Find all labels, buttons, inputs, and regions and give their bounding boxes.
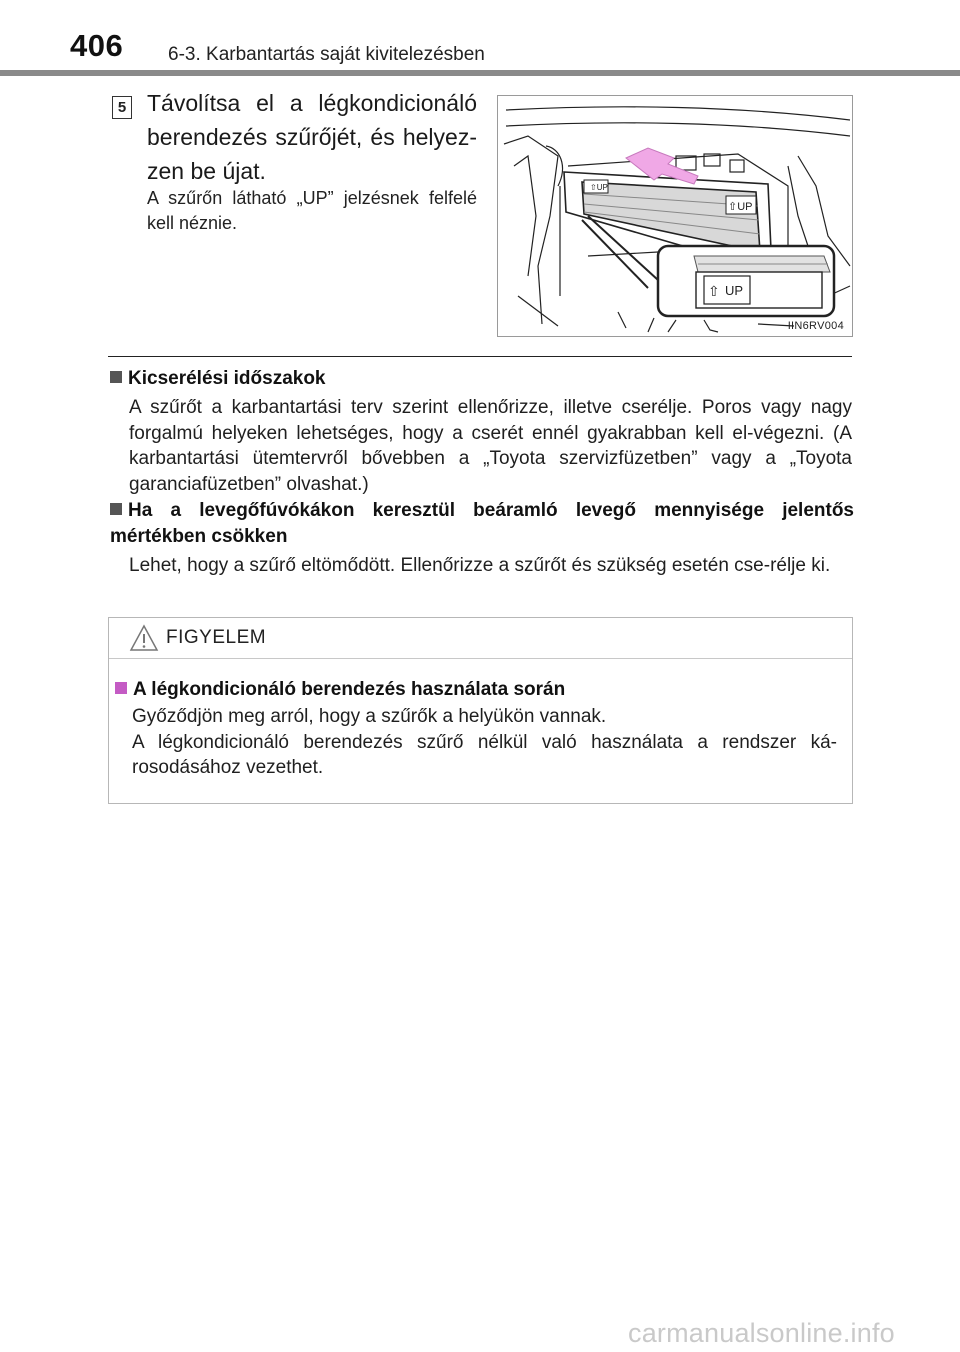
filter-illustration xyxy=(497,95,853,337)
header-rule xyxy=(0,70,960,76)
warning-line: Győződjön meg arról, hogy a szűrők a helyükön vannak. xyxy=(132,706,607,727)
warning-triangle-icon xyxy=(129,624,159,652)
section-heading-replacement-intervals: Kicserélési időszakok xyxy=(110,366,854,392)
figure-code: IIN6RV004 xyxy=(787,320,844,332)
svg-text:⇧: ⇧ xyxy=(708,283,720,299)
page-header xyxy=(0,0,960,78)
svg-text:⇧UP: ⇧UP xyxy=(590,183,608,192)
warning-bullet-square-icon xyxy=(115,682,127,694)
section-divider xyxy=(108,356,852,357)
watermark: carmanualsonline.info xyxy=(628,1318,895,1348)
bullet-square-icon xyxy=(110,371,122,383)
bullet-square-icon xyxy=(110,503,122,515)
svg-text:⇧UP: ⇧UP xyxy=(728,201,753,213)
step-instruction: Távolítsa el a légkondicionáló berendezés szűrőjét, és helyez-zen be újat. xyxy=(147,90,477,184)
section-body-replacement-intervals: A szűrőt a karbantartási terv szerint ellenőrizze, illetve cserélje. Poros vagy nagy forgalmú helyeken lehetséges, hogy a cserét ennél gyakrabban kell el-végezni. (A karbantartási ütemtervről bővebben a „Toyota szervizfüzetben” vagy a „Toyota garanciafüzetben” olvashat.) xyxy=(129,397,852,495)
warning-header xyxy=(109,618,852,659)
section-title: 6-3. Karbantartás saját kivitelezésben xyxy=(168,44,485,65)
warning-line: A légkondicionáló berendezés szűrő nélkül való használata a rendszer ká-rosodásához vezethet. xyxy=(132,731,837,778)
warning-heading: A légkondicionáló berendezés használata során xyxy=(115,677,845,703)
section-body-airflow-reduced: Lehet, hogy a szűrő eltömődött. Ellenőrizze a szűrőt és szükség esetén cse-rélje ki. xyxy=(129,555,831,576)
filter-illustration-drawing xyxy=(498,96,852,336)
warning-title: FIGYELEM xyxy=(166,627,267,648)
warning-body xyxy=(132,704,837,781)
svg-text:UP: UP xyxy=(725,283,744,298)
step-number-badge: 5 xyxy=(112,96,132,119)
page-number: 406 xyxy=(70,28,124,63)
step-note: A szűrőn látható „UP” jelzésnek felfelé kell néznie. xyxy=(147,188,477,233)
section-heading-airflow-reduced: Ha a levegőfúvókákon keresztül beáramló levegő mennyisége jelentős mértékben csökken xyxy=(110,500,854,547)
warning-box xyxy=(108,617,853,804)
